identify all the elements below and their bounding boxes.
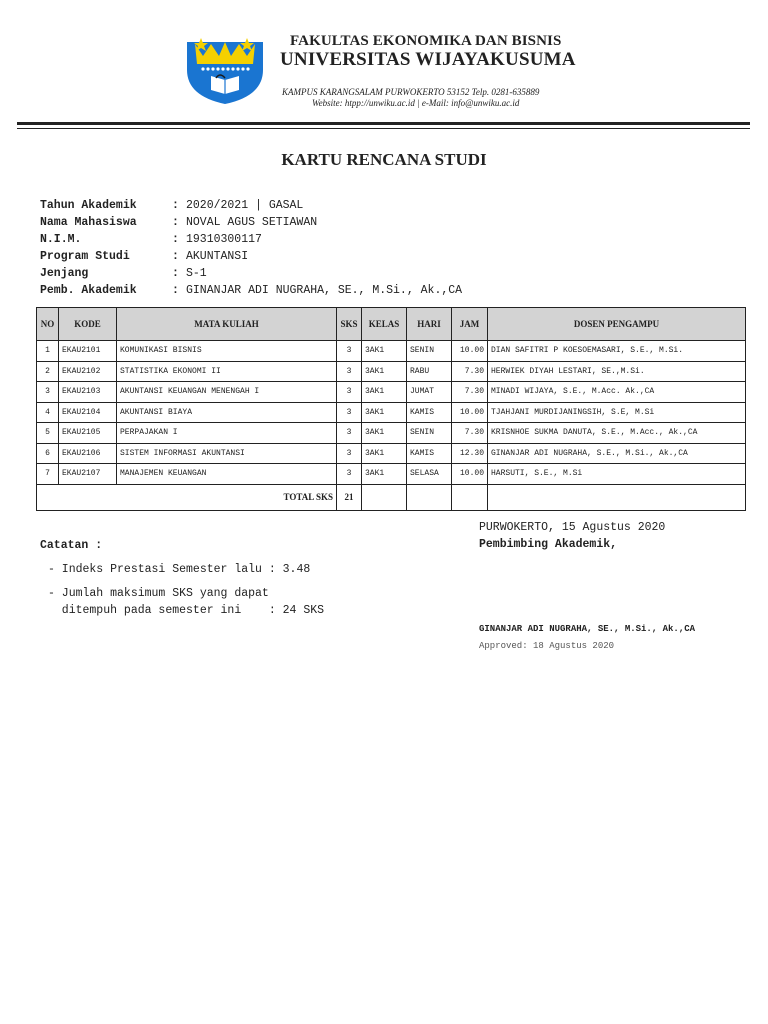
col-header-kelas: KELAS (362, 308, 407, 341)
nama-label: Nama Mahasiswa (40, 216, 137, 229)
col-header-jam: JAM (452, 308, 488, 341)
col-header-hari: HARI (407, 308, 452, 341)
place-date: PURWOKERTO, 15 Agustus 2020 (479, 521, 666, 534)
cell-dosen: HARSUTI, S.E., M.Si (488, 464, 746, 485)
table-row (37, 361, 746, 382)
table-row (37, 423, 746, 444)
student-info (40, 197, 462, 299)
empty-cell (452, 484, 488, 510)
cell-sks: 3 (337, 423, 362, 444)
table-row (37, 443, 746, 464)
col-header-sks: SKS (337, 308, 362, 341)
cell-sks: 3 (337, 402, 362, 423)
tahun-separator: : (172, 199, 179, 212)
cell-kode: EKAU2105 (59, 423, 117, 444)
prodi-separator: : (172, 250, 179, 263)
cell-kelas: 3AK1 (362, 361, 407, 382)
cell-jam: 10.00 (452, 464, 488, 485)
cell-hari: RABU (407, 361, 452, 382)
note-max-sks-line2: ditempuh pada semester ini : 24 SKS (48, 604, 325, 617)
jenjang-label: Jenjang (40, 267, 89, 280)
cell-jam: 10.00 (452, 341, 488, 362)
cell-dosen: GINANJAR ADI NUGRAHA, S.E., M.Si., Ak.,CA (488, 443, 746, 464)
empty-cell (407, 484, 452, 510)
empty-cell (362, 484, 407, 510)
nim-value: 19310300117 (186, 233, 262, 246)
cell-dosen: KRISNHOE SUKMA DANUTA, S.E., M.Acc., Ak.,CA (488, 423, 746, 444)
cell-kode: EKAU2101 (59, 341, 117, 362)
col-header-kode: KODE (59, 308, 117, 341)
cell-kode: EKAU2104 (59, 402, 117, 423)
jenjang-separator: : (172, 267, 179, 280)
empty-cell (488, 484, 746, 510)
col-header-dosen: DOSEN PENGAMPU (488, 308, 746, 341)
document-title: KARTU RENCANA STUDI (281, 150, 487, 169)
cell-sks: 3 (337, 361, 362, 382)
cell-matkul: KOMUNIKASI BISNIS (117, 341, 337, 362)
header-divider-thick (17, 122, 750, 125)
cell-dosen: MINADI WIJAYA, S.E., M.Acc. Ak.,CA (488, 382, 746, 403)
note-ip: - Indeks Prestasi Semester lalu : 3.48 (48, 563, 311, 576)
cell-hari: KAMIS (407, 443, 452, 464)
info-row-jenjang (40, 265, 462, 282)
cell-matkul: SISTEM INFORMASI AKUNTANSI (117, 443, 337, 464)
tahun-label: Tahun Akademik (40, 199, 137, 212)
cell-dosen: HERWIEK DIYAH LESTARI, SE.,M.Si. (488, 361, 746, 382)
total-sks-label: TOTAL SKS (37, 484, 337, 510)
cell-hari: KAMIS (407, 402, 452, 423)
cell-no: 1 (37, 341, 59, 362)
table-header-row (37, 308, 746, 341)
cell-hari: SELASA (407, 464, 452, 485)
cell-kode: EKAU2106 (59, 443, 117, 464)
pemb-label: Pemb. Akademik (40, 284, 137, 297)
cell-dosen: DIAN SAFITRI P KOESOEMASARI, S.E., M.Si. (488, 341, 746, 362)
cell-hari: SENIN (407, 341, 452, 362)
cell-sks: 3 (337, 382, 362, 403)
total-row (37, 484, 746, 510)
nama-value: NOVAL AGUS SETIAWAN (186, 216, 318, 229)
cell-kode: EKAU2107 (59, 464, 117, 485)
cell-kelas: 3AK1 (362, 341, 407, 362)
pemb-value: GINANJAR ADI NUGRAHA, SE., M.Si., Ak.,CA (186, 284, 463, 297)
cell-jam: 10.00 (452, 402, 488, 423)
cell-kelas: 3AK1 (362, 464, 407, 485)
col-header-no: NO (37, 308, 59, 341)
info-row-prodi (40, 248, 462, 265)
info-row-pemb (40, 282, 462, 299)
cell-no: 4 (37, 402, 59, 423)
table-row (37, 382, 746, 403)
notes-heading: Catatan : (40, 539, 103, 552)
faculty-name: FAKULTAS EKONOMIKA DAN BISNIS (290, 33, 562, 49)
table-row (37, 341, 746, 362)
university-name: UNIVERSITAS WIJAYAKUSUMA (280, 49, 576, 70)
approval-date: Approved: 18 Agustus 2020 (479, 641, 615, 651)
cell-kelas: 3AK1 (362, 423, 407, 444)
header-divider-thin (17, 128, 750, 129)
cell-jam: 12.30 (452, 443, 488, 464)
table-row (37, 402, 746, 423)
total-sks-value: 21 (337, 484, 362, 510)
nim-separator: : (172, 233, 179, 246)
info-row-tahun (40, 197, 462, 214)
cell-jam: 7.30 (452, 361, 488, 382)
cell-matkul: MANAJEMEN KEUANGAN (117, 464, 337, 485)
cell-sks: 3 (337, 464, 362, 485)
cell-jam: 7.30 (452, 423, 488, 444)
note-max-sks-line1: - Jumlah maksimum SKS yang dapat (48, 587, 269, 600)
cell-kode: EKAU2102 (59, 361, 117, 382)
cell-kelas: 3AK1 (362, 402, 407, 423)
info-row-nim (40, 231, 462, 248)
cell-jam: 7.30 (452, 382, 488, 403)
cell-no: 5 (37, 423, 59, 444)
cell-no: 2 (37, 361, 59, 382)
cell-matkul: PERPAJAKAN I (117, 423, 337, 444)
cell-sks: 3 (337, 443, 362, 464)
pemb-separator: : (172, 284, 179, 297)
cell-sks: 3 (337, 341, 362, 362)
signatory-name: GINANJAR ADI NUGRAHA, SE., M.Si., Ak.,CA (479, 624, 696, 634)
cell-matkul: AKUNTANSI BIAYA (117, 402, 337, 423)
cell-dosen: TJAHJANI MURDIJANINGSIH, S.E, M.Si (488, 402, 746, 423)
jenjang-value: S-1 (186, 267, 207, 280)
cell-no: 6 (37, 443, 59, 464)
prodi-value: AKUNTANSI (186, 250, 249, 263)
cell-kelas: 3AK1 (362, 382, 407, 403)
cell-hari: JUMAT (407, 382, 452, 403)
table-row (37, 464, 746, 485)
cell-kode: EKAU2103 (59, 382, 117, 403)
contact-info: Website: htpp://unwiku.ac.id | e-Mail: info@unwiku.ac.id (312, 98, 520, 108)
cell-no: 7 (37, 464, 59, 485)
cell-hari: SENIN (407, 423, 452, 444)
cell-matkul: STATISTIKA EKONOMI II (117, 361, 337, 382)
course-table (36, 307, 746, 511)
campus-address: KAMPUS KARANGSALAM PURWOKERTO 53152 Telp. 0281-635889 (282, 87, 540, 97)
info-row-nama (40, 214, 462, 231)
tahun-value: 2020/2021 | GASAL (186, 199, 304, 212)
university-logo (183, 34, 267, 106)
prodi-label: Program Studi (40, 250, 130, 263)
cell-no: 3 (37, 382, 59, 403)
nim-label: N.I.M. (40, 233, 82, 246)
nama-separator: : (172, 216, 179, 229)
cell-kelas: 3AK1 (362, 443, 407, 464)
col-header-matkul: MATA KULIAH (117, 308, 337, 341)
pembimbing-title: Pembimbing Akademik, (479, 538, 618, 551)
cell-matkul: AKUNTANSI KEUANGAN MENENGAH I (117, 382, 337, 403)
